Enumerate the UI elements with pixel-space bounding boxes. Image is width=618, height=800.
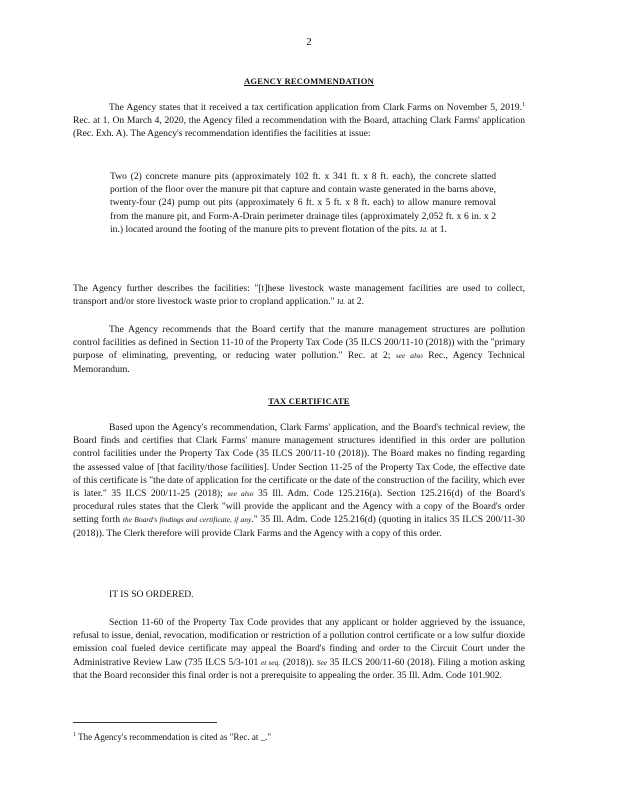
citation-id: Id. [336, 297, 346, 307]
italic-quote: the Board's findings and certificate, if any [122, 515, 252, 525]
text: Section 11-60 of the Property Tax Code provides that any applicant or holder aggrieved by the issuance, refusal to issue, denial, revocation, modification or restriction of a pollution control certificate or a low sulfur dioxide emission coal fueled device certificate may appeal the Board's finding and order to the Circuit Court under the Administrative Review Law (735 ILCS 5/3-101 [73, 617, 525, 668]
heading-agency-recommendation: AGENCY RECOMMENDATION [243, 76, 374, 86]
paragraph-agency-recommends [73, 323, 525, 376]
footnote [73, 731, 271, 744]
page-number: 2 [306, 36, 312, 48]
paragraph-agency-received [73, 101, 525, 141]
citation-id: Id. [419, 224, 428, 234]
text: 35 ILCS 200/11-60 (2018). Filing a motion asking that the Board reconsider this final order is not a prerequisite to appealing the order. 35 Ill. Adm. Code 101.902. [73, 656, 525, 681]
paragraph-appeal [73, 616, 525, 682]
et-seq: et seq. [260, 657, 281, 667]
paragraph-agency-describes [73, 282, 525, 308]
text: The Agency states that it received a tax certification application from Clark Farms on November 5, 2019. [109, 102, 522, 113]
text: at 2. [347, 296, 365, 308]
text: ." 35 Ill. Adm. Code 125.216(d) (quoting in italics 35 ILCS 200/11-30 (2018)). The Clerk therefore will provide Clark Farms and the Agency with a copy of this order. [73, 514, 525, 539]
footnote-ref: 1 [522, 101, 525, 108]
footnote-mark: 1 [73, 732, 76, 738]
text: The Agency recommends that the Board certify that the manure management structures are pollution control facilities as defined in Section 11-10 of the Property Tax Code (35 ILCS 200/11-10 (2018)) with the "primary purpose of eliminating, preventing, or reducing water pollution." Rec. at 2; [73, 324, 525, 362]
footnote-text: The Agency's recommendation is cited as "Rec. at _." [78, 732, 272, 742]
text: (2018)). [282, 656, 315, 668]
text: Rec. at 1. On March 4, 2020, the Agency filed a recommendation with the Board, attaching Clark Farms' application (Rec. Exh. A). The Agency's recommendation identifies the facilities at issue: [73, 115, 525, 140]
block-quote-facilities [110, 170, 496, 236]
it-is-so-ordered: IT IS SO ORDERED. [109, 589, 194, 600]
text: 35 Ill. Adm. Code 125.216(a). Section 125.216(d) of the Board's procedural rules states that the Clerk "will provide the applicant and the Agency with a copy of the Board's order setting forth [73, 488, 525, 526]
text: Based upon the Agency's recommendation, Clark Farms' application, and the Board's technical review, the Board finds and certifies that Clark Farms' manure management structures identified in this order are pollution control facilities under the Property Tax Code (35 ILCS 200/11-10 (2018)). The Board makes no finding regarding the assessed value of [that facility/those facilities]. Under Section 11-25 of the Property Tax Code, the effective date of this certificate is "the date of application for the certificate or the date of the construction of the facility, which ever is later." 35 ILCS 200/11-25 (2018); [73, 422, 525, 500]
citation-rest: at 1. [430, 223, 447, 235]
text: The Agency further describes the facilities: "[t]hese livestock waste management facilities are used to collect, transport and/or store livestock waste prior to cropland application." [73, 283, 525, 308]
footnote-separator [73, 722, 217, 723]
heading-tax-certificate: TAX CERTIFICATE [268, 396, 350, 406]
see-also: see also [227, 489, 254, 499]
see-also: see also [395, 351, 423, 361]
quote-text: Two (2) concrete manure pits (approximately 102 ft. x 341 ft. x 8 ft. each), the concrete slatted portion of the floor over the manure pit that capture and contain waste generated in the barns above, twenty-four (24) pump out pits (approximately 6 ft. x 5 ft. x 8 ft. each) to allow manure removal from the manure pit, and Form-A-Drain perimeter drainage tiles (approximately 2,052 ft. x 6 in. x 2 in.) located around the footing of the manure pits to prevent flotation of the pits. [110, 171, 496, 235]
text: Rec., Agency Technical Memorandum. [73, 350, 525, 375]
see: See [316, 657, 328, 667]
paragraph-board-finds [73, 421, 525, 540]
